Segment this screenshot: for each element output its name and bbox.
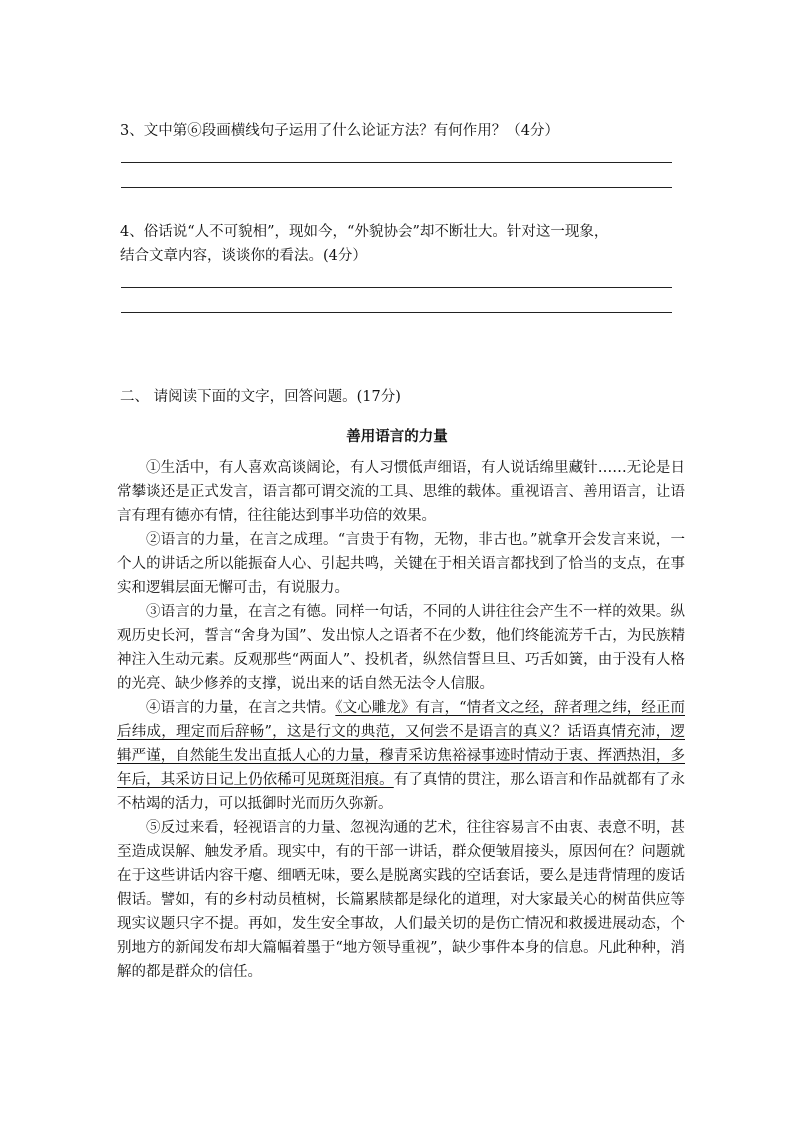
paragraph-4 bbox=[117, 696, 685, 816]
question-4-line-1: 4、俗话说“人不可貌相”，现如今，“外貌协会”却不断壮大。针对这一现象， bbox=[120, 224, 609, 240]
question-3-text: 3、文中第⑥段画横线句子运用了什么论证方法？有何作用？（4分） bbox=[120, 123, 559, 139]
underlined-sentence: 《文心雕龙》有言，“情者文之经，辞者理之纬，经正而后纬成，理定而后辞畅”，这是行文的典范，又何尝不是语言的真义？话语真情充沛，逻辑严谨，自然能生发出直抵人心的力量，穆青采访焦裕禄事迹时情动于衷、挥洒热泪，多年后，其采访日记上仍依稀可见斑斑泪痕。 bbox=[117, 700, 685, 788]
answer-line[interactable] bbox=[121, 287, 672, 288]
answer-line[interactable] bbox=[121, 162, 672, 163]
paragraph-4-ending: 有了真情的贯注，那么语言和作品就都有了永不枯竭的活力，可以抵御时光而历久弥新。 bbox=[117, 772, 685, 812]
paragraph-3: ③语言的力量，在言之有德。同样一句话，不同的人讲往往会产生不一样的效果。纵观历史长河，誓言“舍身为国”、发出惊人之语者不在少数，他们终能流芳千古，为民族精神注入生动元素。反观那些“两面人”、投机者，纵然信誓旦旦、巧舌如簧，由于没有人格的光亮、缺少修养的支撑，说出来的话自然无法令人信服。 bbox=[117, 604, 685, 692]
paragraph-4-intro: ④语言的力量，在言之共情。 bbox=[146, 700, 336, 716]
answer-line[interactable] bbox=[121, 187, 672, 188]
paragraph-5: ⑤反过来看，轻视语言的力量、忽视沟通的艺术，往往容易言不由衷、表意不明，甚至造成误解、触发矛盾。现实中，有的干部一讲话，群众便皱眉接头，原因何在？问题就在于这些讲话内容干瘪、细哂无味，要么是脱离实践的空话套话，要么是违背情理的废话假话。譬如，有的乡村动员植树，长篇累牍都是绿化的道理，对大家最关心的树苗供应等现实议题只字不提。再如，发生安全事故，人们最关切的是伤亡情况和救援进展动态，个别地方的新闻发布却大篇幅着墨于“地方领导重视”，缺少事件本身的信息。凡此种种，消解的都是群众的信任。 bbox=[117, 820, 685, 980]
question-4 bbox=[120, 220, 608, 268]
section-heading: 二、 请阅读下面的文字，回答问题。(17分) bbox=[120, 389, 401, 405]
paragraph-1: ①生活中，有人喜欢高谈阔论，有人习惯低声细语，有人说话绵里藏针……无论是日常攀谈还是正式发言，语言都可谓交流的工具、思维的载体。重视语言、善用语言，让语言有理有德亦有情，往往能达到事半功倍的效果。 bbox=[117, 460, 685, 524]
question-3 bbox=[120, 119, 559, 143]
article-title: 善用语言的力量 bbox=[346, 429, 448, 445]
answer-line[interactable] bbox=[121, 312, 672, 313]
question-4-line-2: 结合文章内容，谈谈你的看法。(4分） bbox=[120, 248, 367, 264]
article-body bbox=[117, 456, 685, 984]
paragraph-2: ②语言的力量，在言之成理。“言贵于有物，无物，非古也。”就拿开会发言来说，一个人的讲话之所以能振奋人心、引起共鸣，关键在于相关语言都找到了恰当的支点，在事实和逻辑层面无懈可击，有说服力。 bbox=[117, 532, 685, 596]
